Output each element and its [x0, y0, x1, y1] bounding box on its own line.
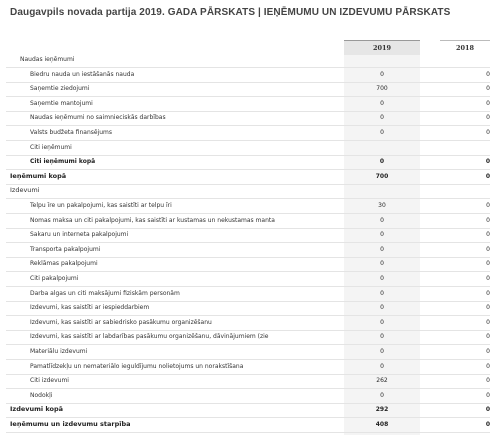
table-row	[6, 286, 490, 302]
table-row	[6, 344, 490, 360]
value-2018: 0	[486, 231, 490, 239]
value-2019: 0	[380, 216, 384, 224]
table-row	[6, 271, 490, 287]
value-2018: 0	[486, 318, 490, 326]
table-row	[6, 140, 490, 156]
value-2018: 0	[485, 158, 490, 166]
row-label: Citi ieņēmumi kopā	[30, 158, 96, 166]
row-label: Izdevumi	[10, 186, 40, 195]
value-2018: 0	[486, 362, 490, 370]
value-2019: 0	[380, 333, 384, 341]
value-2019: 0	[380, 99, 384, 107]
value-2019: 0	[380, 260, 384, 268]
table-row	[6, 110, 490, 126]
value-2018: 0	[486, 260, 490, 268]
row-label: Pamatlīdzekļu un nemateriālo ieguldījumu nolietojums un norakstīšana	[30, 362, 244, 370]
table-row	[6, 154, 490, 170]
value-2018: 0	[485, 172, 490, 180]
value-2018: 0	[486, 99, 490, 107]
value-2019: 0	[380, 362, 384, 370]
table-row	[6, 315, 490, 331]
report-title: Daugavpils novada partija 2019. GADA PĀRSKATS | IEŅĒMUMU UN IZDEVUMU PĀRSKATS	[10, 7, 451, 18]
row-label: Naudas ieņēmumi no saimnieciskās darbības	[30, 114, 166, 122]
row-label: Nomas maksa un citi pakalpojumi, kas saistīti ar kustamas un nekustamas manta	[30, 216, 275, 224]
column-header-2019: 2019	[344, 40, 420, 55]
row-label: Naudas ieņēmumi	[20, 56, 75, 63]
value-2019: 262	[376, 377, 388, 385]
value-2018: 0	[486, 216, 490, 224]
value-2018: 0	[486, 304, 490, 312]
table-row	[6, 359, 490, 375]
value-2019: 30	[378, 202, 386, 209]
row-label: Nodokļi	[30, 391, 53, 399]
value-2018: 0	[486, 70, 490, 78]
row-label: Saņemtie ziedojumi	[30, 85, 90, 93]
row-label: Citi ieņēmumi	[30, 143, 72, 151]
table-row	[6, 213, 490, 229]
value-2018: 0	[486, 275, 490, 282]
value-2019: 0	[380, 231, 384, 239]
table-row	[6, 125, 490, 141]
value-2018: 0	[486, 333, 490, 341]
row-label: Transporta pakalpojumi	[30, 245, 101, 253]
row-label: Darba algas un citi maksājumi fiziskām personām	[30, 289, 180, 297]
table-row	[6, 388, 490, 404]
value-2019: 0	[379, 158, 385, 166]
row-label: Ieņēmumu un izdevumu starpība	[10, 420, 131, 428]
row-label: Saņemtie mantojumi	[30, 99, 93, 107]
table-row	[6, 169, 490, 185]
row-label: Izdevumi, kas saistīti ar iespieddarbiem	[30, 304, 150, 312]
value-2019: 0	[380, 318, 384, 326]
value-2019: 0	[380, 391, 384, 399]
value-2018: 0	[486, 114, 490, 122]
table-row	[6, 96, 490, 112]
table-row	[6, 417, 490, 433]
value-2019: 0	[380, 129, 384, 136]
value-2018: 0	[486, 202, 490, 209]
value-2018: 0	[485, 421, 490, 428]
value-2019: 700	[376, 85, 388, 93]
table-row	[6, 329, 490, 345]
value-2019: 0	[380, 348, 384, 355]
value-2018: 0	[486, 391, 490, 399]
table-row	[6, 256, 490, 272]
table-row	[6, 198, 490, 214]
row-label: Ieņēmumi kopā	[10, 171, 67, 180]
value-2019: 700	[375, 172, 389, 180]
table-row	[6, 373, 490, 389]
row-label: Izdevumi kopā	[10, 405, 64, 414]
row-label: Citi pakalpojumi	[30, 275, 79, 282]
value-2018: 0	[485, 406, 490, 414]
value-2018: 0	[486, 245, 490, 253]
table-row	[6, 67, 490, 83]
value-2019: 0	[380, 289, 384, 297]
table-row	[6, 183, 490, 199]
value-2018: 0	[486, 377, 490, 385]
value-2018: 0	[486, 289, 490, 297]
value-2019: 0	[380, 245, 384, 253]
table-row	[6, 81, 490, 97]
value-2019: 0	[380, 70, 384, 78]
table-row	[6, 300, 490, 316]
value-2018: 0	[486, 129, 490, 136]
table-row	[6, 402, 490, 418]
value-2019: 0	[380, 114, 384, 122]
column-header-2018: 2018	[440, 40, 490, 55]
row-label: Materiālu izdevumi	[30, 348, 88, 355]
row-label: Reklāmas pakalpojumi	[30, 260, 98, 268]
table-row	[6, 242, 490, 258]
row-label: Izdevumi, kas saistīti ar labdarības pasākumu organizēšanu, dāvinājumiem (zie	[30, 333, 269, 341]
value-2019: 408	[375, 421, 389, 428]
table-row	[6, 52, 490, 68]
value-2019: 292	[375, 406, 389, 414]
value-2019: 0	[380, 304, 384, 312]
row-label: Sakaru un interneta pakalpojumi	[30, 231, 129, 239]
value-2018: 0	[486, 85, 490, 93]
row-label: Valsts budžeta finansējums	[30, 129, 113, 136]
row-label: Biedru nauda un iestāšanās nauda	[30, 70, 135, 78]
value-2019: 0	[380, 275, 384, 282]
row-label: Citi izdevumi	[30, 377, 69, 385]
value-2018: 0	[486, 348, 490, 355]
row-label: Izdevumi, kas saistīti ar sabiedrisko pasākumu organizēšanu	[30, 318, 212, 326]
row-label: Telpu īre un pakalpojumi, kas saistīti ar telpu īri	[30, 202, 172, 209]
table-row	[6, 227, 490, 243]
